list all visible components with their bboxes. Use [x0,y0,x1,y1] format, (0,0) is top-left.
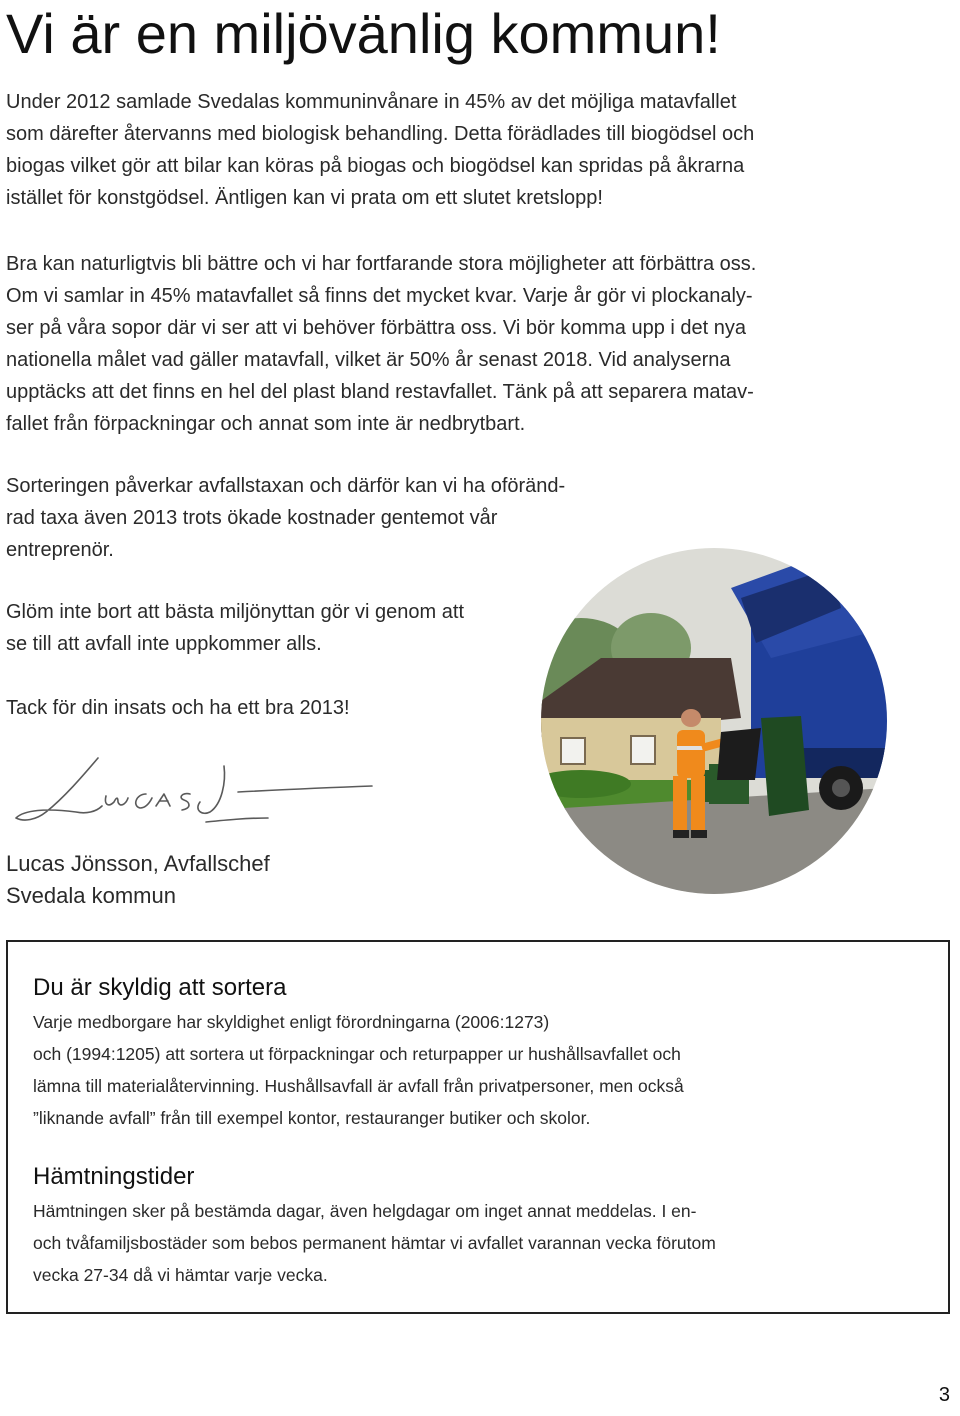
page-number: 3 [938,1384,950,1406]
info-box [6,940,950,1314]
handwritten-signature [6,752,376,832]
body-line: Hämtningen sker på bestämda dagar, även helgdagar om inget annat meddelas. I en- [33,1201,697,1221]
paragraph-line: biogas vilket gör att bilar kan köras på biogas och biogödsel kan spridas på åkrarna [6,155,745,177]
waste-collection-photo [541,548,887,894]
paragraph-line: Om vi samlar in 45% matavfallet så finns det mycket kvar. Varje år gör vi plockanaly- [6,285,753,307]
signatory-name: Lucas Jönsson, Avfallschef [6,851,270,876]
body-line: lämna till materialåtervinning. Hushållsavfall är avfall från privatpersoner, men också [33,1076,684,1096]
paragraph-line: entreprenör. [6,539,114,561]
paragraph-line: istället för konstgödsel. Äntligen kan vi prata om ett slutet kretslopp! [6,187,603,209]
tariff-paragraph [6,470,565,566]
signature-block [6,848,270,912]
paragraph-line: Tack för din insats och ha ett bra 2013! [6,697,350,719]
page-title: Vi är en miljövänlig kommun! [6,2,721,65]
body-line: vecka 27-34 då vi hämtar varje vecka. [33,1265,328,1285]
paragraph-line: som därefter återvanns med biologisk behandling. Detta förädlades till biogödsel och [6,123,755,145]
paragraph-line: se till att avfall inte uppkommer alls. [6,633,322,655]
paragraph-line: nationella målet vad gäller matavfall, vilket är 50% år senast 2018. Vid analyserna [6,349,731,371]
paragraph-line: Glöm inte bort att bästa miljönyttan gör vi genom att [6,601,464,623]
body-line: och (1994:1205) att sortera ut förpackningar och returpapper ur hushållsavfallet och [33,1044,681,1064]
paragraph-line: ser på våra sopor där vi ser att vi behöver förbättra oss. Vi bör komma upp i det nya [6,317,746,339]
intro-paragraph [6,86,754,214]
improvement-paragraph [6,248,756,440]
paragraph-line: rad taxa även 2013 trots ökade kostnader gentemot vår [6,507,498,529]
signatory-organization: Svedala kommun [6,883,176,908]
section-body-sorting-obligation [33,1006,684,1134]
paragraph-line: Bra kan naturligtvis bli bättre och vi har fortfarande stora möjligheter att förbättra oss. [6,253,757,275]
paragraph-line: upptäcks att det finns en hel del plast bland restavfallet. Tänk på att separera matav- [6,381,754,403]
section-heading-collection-times: Hämtningstider [33,1163,195,1190]
paragraph-line: Sorteringen påverkar avfallstaxan och därför kan vi ha oföränd- [6,475,566,497]
paragraph-line: Under 2012 samlade Svedalas kommuninvånare in 45% av det möjliga matavfallet [6,91,737,113]
section-heading-sorting-obligation: Du är skyldig att sortera [33,974,287,1001]
body-line: och tvåfamiljsbostäder som bebos permanent hämtar vi avfallet varannan vecka förutom [33,1233,716,1253]
section-body-collection-times [33,1195,716,1291]
paragraph-line: fallet från förpackningar och annat som inte är nedbrytbart. [6,413,526,435]
prevention-paragraph [6,596,464,660]
thanks-paragraph [6,692,350,724]
body-line: ”liknande avfall” från till exempel kontor, restauranger butiker och skolor. [33,1108,591,1128]
body-line: Varje medborgare har skyldighet enligt förordningarna (2006:1273) [33,1012,550,1032]
